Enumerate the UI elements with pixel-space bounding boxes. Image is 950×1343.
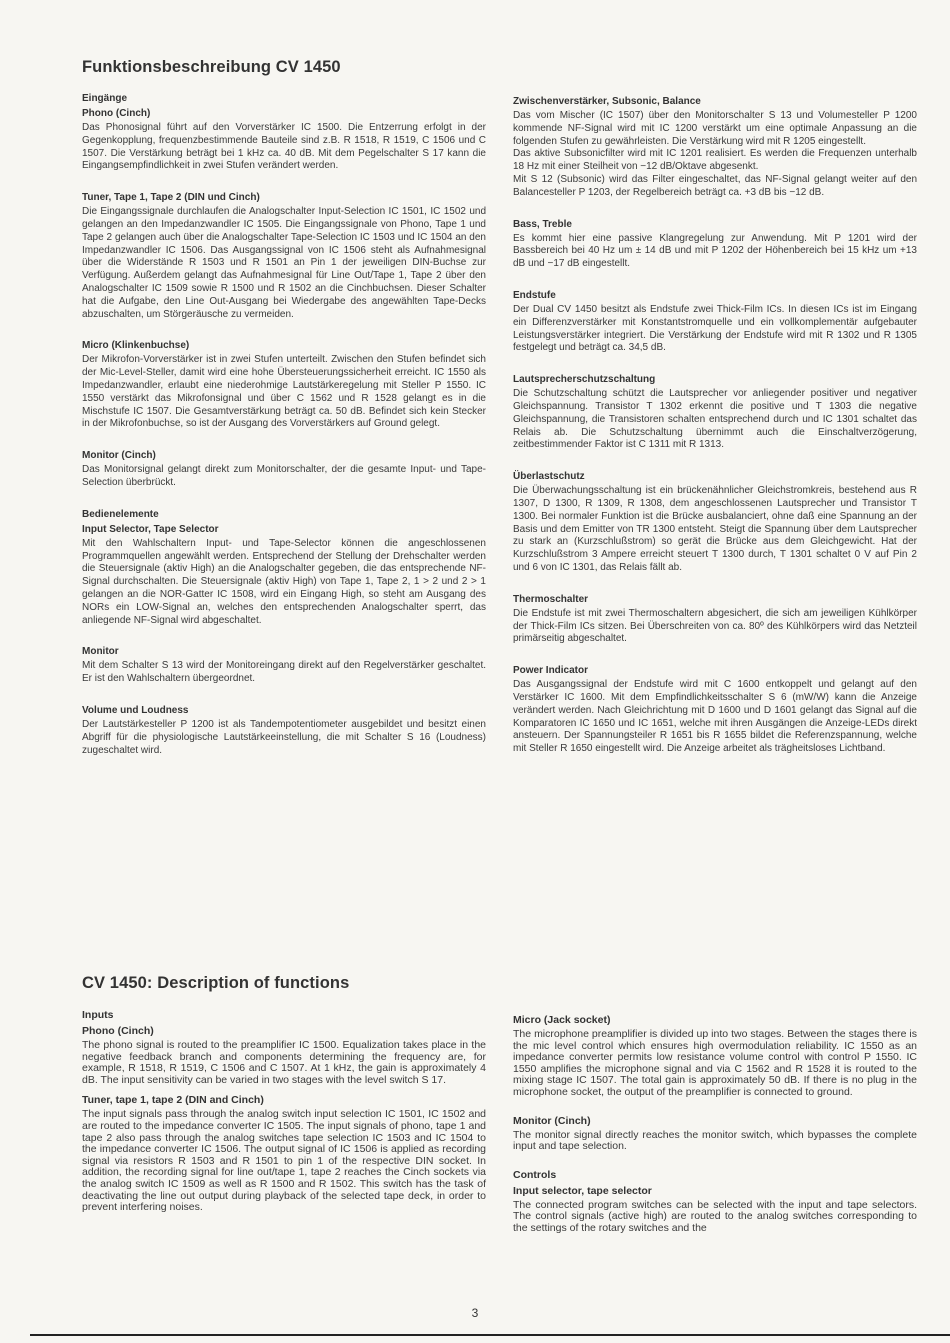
en-phono-heading: Phono (Cinch)	[82, 1025, 154, 1037]
de-volume-text: Der Lautstärkesteller P 1200 ist als Tandempotentiometer ausgebildet und besitzt einen Abgriff für die physiologische Lautstärkeeinstellung, die mit Schalter S 16 (Loudness) zugeschaltet wird.	[82, 718, 486, 756]
page-number: 3	[471, 1306, 479, 1320]
en-micro-heading: Micro (Jack socket)	[513, 1014, 611, 1026]
english-right-column	[513, 1014, 917, 1254]
de-controls-heading: Bedienelemente	[82, 508, 159, 520]
bottom-rule	[30, 1334, 950, 1336]
de-selector-heading: Input Selector, Tape Selector	[82, 523, 219, 535]
de-intermediate-text-2: Das aktive Subsonicfilter wird mit IC 1201 realisiert. Es werden die Frequenzen unterhalb 18 Hz mit einer Steilheit von −12 dB/Oktave abgesenkt.	[513, 148, 917, 173]
de-tuner-text: Die Eingangssignale durchlaufen die Analogschalter Input-Selection IC 1501, IC 1502 und gelangen an den Impedanzwandler IC 1505. Die Eingangssignale von Phono, Tape 1 und Tape 2 gelangen auch über die Analogschalter Tape-Selection IC 1503 und IC 1504 an den Impedanzwandler IC 1506. Das Ausgangssignal von IC 1506 steht als Aufnahmesignal über die Widerstände R 1503 und R 1501 an Pin 1 der jeweiligen DIN-Buchse zur Verfügung. Außerdem gelangt das Aufnahmesignal für Line Out/Tape 1, Tape 2 über den Analogschalter IC 1509 sowie R 1500 und R 1502 an die Cinchbuchsen. Dieser Schalter hat die Aufgabe, den Line Out-Ausgang bei Wiedergabe des angewählten Tape-Decks abzuschalten, um Störgeräusche zu vermeiden.	[82, 206, 486, 320]
de-volume-heading: Volume und Loudness	[82, 704, 189, 716]
german-section-title: Funktionsbeschreibung CV 1450	[82, 58, 341, 76]
de-monitor-cinch-heading: Monitor (Cinch)	[82, 450, 156, 462]
de-intermediate-block	[513, 96, 917, 200]
german-right-column	[513, 96, 917, 775]
de-volume-block	[82, 705, 486, 757]
de-phono-heading: Phono (Cinch)	[82, 108, 151, 119]
en-selector-heading: Input selector, tape selector	[513, 1184, 652, 1197]
en-tuner-block	[82, 1094, 486, 1213]
de-power-heading: Power Indicator	[513, 665, 589, 677]
de-controls-block	[82, 509, 486, 628]
de-inputs-heading: Eingänge	[82, 93, 128, 104]
de-overload-block	[513, 471, 917, 575]
de-intermediate-text-3: Mit S 12 (Subsonic) wird das Filter eingeschaltet, das NF-Signal gelangt weiter auf den Balancesteller P 1203, der Regelbereich beträgt ca. +3 dB bis −12 dB.	[513, 173, 917, 198]
de-speaker-text: Die Schutzschaltung schützt die Lautsprecher vor anliegender positiver und negativer Gleichspannung. Transistor T 1302 erkennt die positive und T 1303 die negative Gleichspannung, die Transistoren schalten entsprechend durch und IC 1301 schaltet das Relais ab. Die Schutzschaltung übernimmt auch die Einschaltverzögerung, zeitbestimmender Faktor ist C 1311 mit R 1313.	[513, 388, 917, 451]
de-monitor-cinch-block	[82, 450, 486, 490]
de-intermediate-text: Das vom Mischer (IC 1507) über den Monitorschalter S 13 und Volumesteller P 1200 kommende NF-Signal wird mit IC 1200 verstärkt um eine optimale Anpassung an die folgenden Stufen zu gewährleisten. Die Verstärkung wird mit R 1205 eingestellt.	[513, 110, 917, 147]
de-overload-heading: Überlastschutz	[513, 471, 585, 483]
de-tuner-heading: Tuner, Tape 1, Tape 2 (DIN und Cinch)	[82, 192, 260, 204]
en-tuner-heading: Tuner, tape 1, tape 2 (DIN and Cinch)	[82, 1094, 264, 1107]
en-monitor-block	[513, 1115, 917, 1153]
en-micro-text: The microphone preamplifier is divided up into two stages. Between the stages there is the mic level control which ensures high overmodulation reliability. IC 1550 as an impedance converter permits low resistance volume control with control P 1550. IC 1550 amplifies the microphone signal and via C 1562 and R 1528 it is routed to the mixing stage IC 1507. The total gain is approximately 50 dB. If there is no plug in the microphone socket, the output of the preamplifier is connected to ground.	[513, 1028, 917, 1098]
en-monitor-text: The monitor signal directly reaches the monitor switch, which bypasses the complete input and tape selection.	[513, 1128, 917, 1153]
de-selector-text: Mit den Wahlschaltern Input- und Tape-Selector können die angeschlossenen Programmquellen angewählt werden. Entsprechend der Stellung der Drehschalter werden die Steuersignale (aktiv High) an die Analogschalter gegeben, die das entsprechende NF-Signal durchschalten. Die Steuersignale (aktiv High) von Tape 1, Tape 2, 1 > 2 und 2 > 1 gelangen an die NOR-Gatter IC 1508, wird ein Eingang High, so steht am Ausgang des NORs ein LOW-Signal an, welches den entsprechenden Analogschalter sperrt, das anliegende NF-Signal wird abgeschaltet.	[82, 537, 486, 626]
de-bass-heading: Bass, Treble	[513, 218, 572, 230]
english-section-title: CV 1450: Description of functions	[82, 974, 350, 992]
de-micro-heading: Micro (Klinkenbuchse)	[82, 340, 190, 352]
de-speaker-block	[513, 374, 917, 452]
english-left-column	[82, 1009, 486, 1233]
de-bass-text: Es kommt hier eine passive Klangregelung zur Anwendung. Mit P 1201 wird der Bassbereich bei 40 Hz um ± 14 dB und mit P 1202 der Höhenbereich bei 15 kHz um +13 dB und −17 dB eingestellt.	[513, 232, 917, 270]
en-controls-heading: Controls	[513, 1168, 557, 1181]
de-monitor-block	[82, 646, 486, 686]
de-thermo-heading: Thermoschalter	[513, 593, 589, 605]
de-thermo-block	[513, 594, 917, 646]
de-power-text: Das Ausgangssignal der Endstufe wird mit C 1600 entkoppelt und gelangt auf den Verstärker IC 1600. Mit dem Empfindlichkeitsschalter S 6 (mW/W) kann die Anzeige verändert werden. Nach Gleichrichtung mit D 1600 und D 1601 gelangt das Signal auf die Komparatoren IC 1650 und IC 1651, welche mit ihren Ausgängen die Anzeige-LEDs direkt ansteuern. Der Spannungsteiler R 1651 bis R 1655 bildet die Referenzspannung, welche mit Steller R 1650 eingestellt wird. Die Anzeige arbeitet als trägheitsloses Lichtband.	[513, 679, 917, 755]
de-monitor-cinch-text: Das Monitorsignal gelangt direkt zum Monitorschalter, der die gesamte Input- und Tape-Selection überbrückt.	[82, 464, 486, 488]
de-micro-text: Der Mikrofon-Vorverstärker ist in zwei Stufen unterteilt. Zwischen den Stufen befindet sich der Mic-Level-Steller, damit wird eine hohe Übersteuerungssicherheit erreicht. IC 1550 als Impedanzwandler, erlaubt eine niederohmige Lautstärkeregelung mit Steller P 1550. IC 1550 verstärkt das Mikrofonsignal und über C 1562 und R 1528 gelangt es in die Mischstufe IC 1507. Die Gesamtverstärkung beträgt ca. 50 dB. Befindet sich kein Stecker in der Mikrofonbuchse, so ist der Ausgang des Vorverstärkers auf Ground gelegt.	[82, 354, 486, 430]
de-overload-text: Die Überwachungsschaltung ist ein brückenähnlicher Gleichstromkreis, bestehend aus R 1307, D 1300, R 1309, R 1308, dem angeschlossenen Lautsprecher und Transistor T 1300. Bei normaler Funktion ist die Brücke ausbalanciert, ohne daß eine Spannung an der Basis und dem Emitter von TR 1300 entsteht. Steigt die Spannung über dem Lautsprecher zu stark an (Kurzschlußstrom) so gerät die Brücke aus dem Gleichgewicht. Hat der Kurzschlußstrom 3 Ampere erreicht steuert T 1300 durch, T 1301 schaltet 0 V auf Pin 2 und 6 von IC 1301, das Relais fällt ab.	[513, 485, 917, 573]
de-intermediate-heading: Zwischenverstärker, Subsonic, Balance	[513, 96, 701, 107]
en-inputs-heading: Inputs	[82, 1009, 114, 1021]
de-inputs-block	[82, 93, 486, 173]
de-tuner-block	[82, 192, 486, 321]
de-speaker-heading: Lautsprecherschutzschaltung	[513, 374, 656, 386]
en-monitor-heading: Monitor (Cinch)	[513, 1114, 591, 1127]
de-bass-block	[513, 219, 917, 271]
de-phono-text: Das Phonosignal führt auf den Vorverstärker IC 1500. Die Entzerrung erfolgt in der Gegenkopplung, frequenzbestimmende Bauteile sind z.B. R 1518, R 1519, C 1506 und C 1507. Die Verstärkung beträgt bei 1 kHz ca. 40 dB. Mit dem Pegelschalter S 17 kann die Eingangsempfindlichkeit in zwei Stufen verändert werden.	[82, 122, 486, 172]
de-monitor-text: Mit dem Schalter S 13 wird der Monitoreingang direkt auf den Regelverstärker geschaltet. Er ist den Wahlschaltern übergeordnet.	[82, 660, 486, 685]
en-tuner-text: The input signals pass through the analog switch input selection IC 1501, IC 1502 and are routed to the impedance converter IC 1505. The input signals of phono, tape 1 and tape 2 also pass through the analog switches tape selection IC 1503 and IC 1504 to the impedance converter IC 1506. The output signal of IC 1506 is applied as recording signal via resistors R 1503 and R 1501 to pin 1 of the respective DIN socket. In addition, the recording signal for line out/tape 1, tape 2 reaches the Cinch sockets via the analog switch IC 1509 as well as R 1500 and R 1502. This switch has the task of deactivating the line out output during playback of the selected tape deck, in order to prevent interfering noises.	[82, 1108, 486, 1214]
de-output-text: Der Dual CV 1450 besitzt als Endstufe zwei Thick-Film ICs. In diesen ICs ist im Eingang ein Differenzverstärker mit Konstantstromquelle und ein vollkomplementär aufgebauter Leistungsverstärker integriert. Die Verstärkung der Endstufe wird mit R 1302 und R 1305 festgelegt und beträgt ca. 34,5 dB.	[513, 303, 917, 354]
de-micro-block	[82, 340, 486, 431]
de-thermo-text: Die Endstufe ist mit zwei Thermoschaltern abgesichert, die sich am jeweiligen Kühlkörper der Thick-Film ICs sitzen. Bei Überschreiten von ca. 80º des Kühlkörpers wird das Netzteil primärseitig abgeschaltet.	[513, 607, 917, 645]
de-power-block	[513, 665, 917, 756]
german-left-column	[82, 93, 486, 776]
en-micro-block	[513, 1014, 917, 1099]
en-selector-text: The connected program switches can be selected with the input and tape selectors. The control signals (active high) are routed to the analog switches corresponding to the settings of the rotary switches and the	[513, 1198, 917, 1234]
de-output-block	[513, 290, 917, 355]
en-inputs-block	[82, 1009, 486, 1086]
en-phono-text: The phono signal is routed to the preamplifier IC 1500. Equalization takes place in the negative feedback branch and components determining the frequency are, for example, R 1518, R 1519, C 1506 and C 1507. At 1 kHz, the gain is approximately 4 dB. The input sensitivity can be varied in two stages with the level switch S 17.	[82, 1039, 486, 1086]
de-output-heading: Endstufe	[513, 289, 556, 301]
de-monitor-heading: Monitor	[82, 646, 119, 658]
en-controls-block	[513, 1169, 917, 1235]
